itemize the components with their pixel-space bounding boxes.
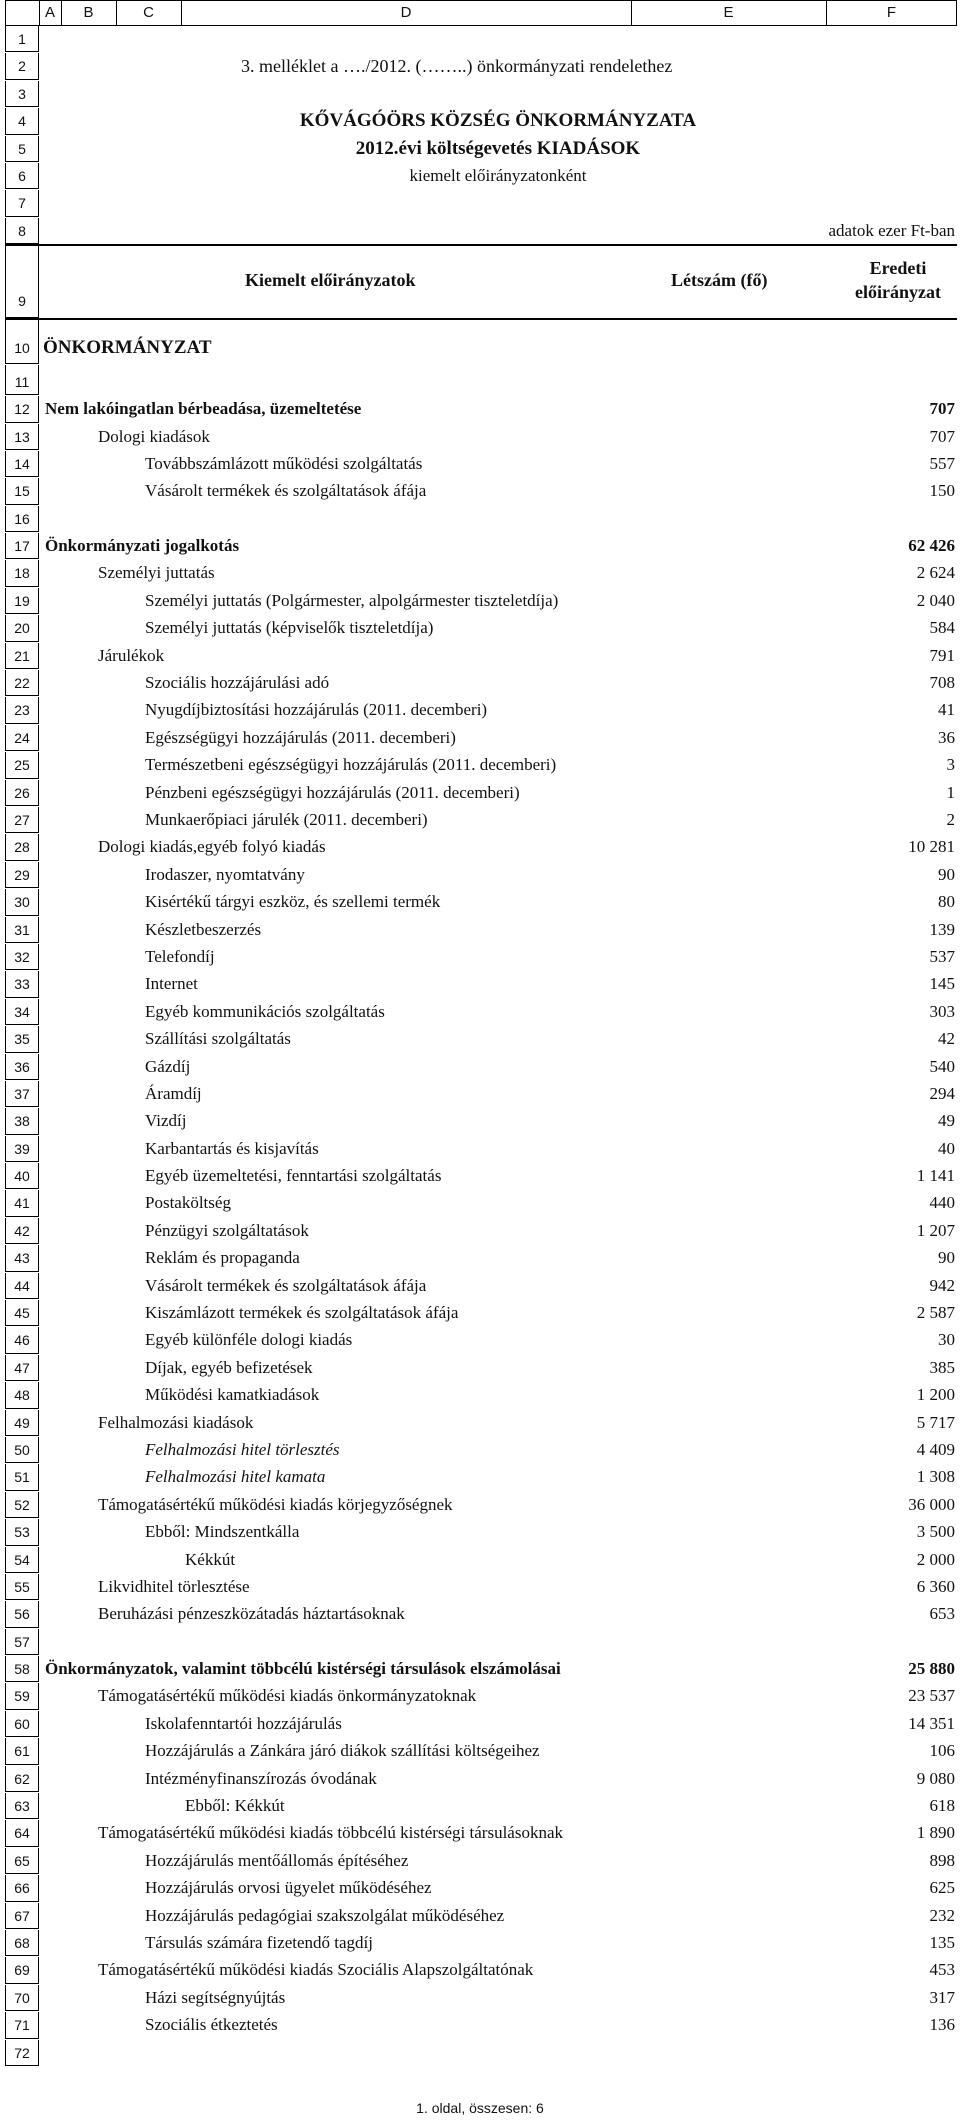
row-number[interactable]: 25 xyxy=(5,752,39,778)
row-value: 6 360 xyxy=(916,1576,955,1596)
row-number[interactable]: 41 xyxy=(5,1190,39,1216)
row-value: 106 xyxy=(929,1741,955,1761)
table-row xyxy=(5,1629,957,1656)
table-row xyxy=(5,533,957,560)
row-number[interactable]: 17 xyxy=(5,533,39,559)
row-number[interactable]: 70 xyxy=(5,1985,39,2011)
table-row xyxy=(5,862,957,889)
row-label: Támogatásértékű működési kiadás többcélú kistérségi társulásoknak xyxy=(98,1823,564,1843)
row-number[interactable]: 56 xyxy=(5,1601,39,1627)
row-label: Szociális étkeztetés xyxy=(145,2015,278,2035)
row-label: Gázdíj xyxy=(145,1056,191,1076)
row-number[interactable]: 22 xyxy=(5,670,39,696)
table-row xyxy=(5,1218,957,1245)
row-value: 1 207 xyxy=(916,1220,955,1240)
row-number[interactable]: 49 xyxy=(5,1410,39,1436)
row-value: 1 890 xyxy=(916,1823,955,1843)
row-label: Személyi juttatás (Polgármester, alpolgármester tiszteletdíja) xyxy=(145,590,559,610)
row-label: Internet xyxy=(145,974,198,994)
row-label: Postaköltség xyxy=(145,1193,231,1213)
row-number[interactable]: 29 xyxy=(5,862,39,888)
row-label: Felhalmozási kiadások xyxy=(98,1412,254,1432)
row-value: 453 xyxy=(929,1960,955,1980)
row-label: Egyéb üzemeltetési, fenntartási szolgáltatás xyxy=(145,1166,442,1186)
table-row xyxy=(5,1136,957,1163)
table-row xyxy=(5,780,957,807)
row-label: Természetbeni egészségügyi hozzájárulás (2011. decemberi) xyxy=(145,755,557,775)
row-value: 2 040 xyxy=(916,590,955,610)
column-header-f[interactable]: F xyxy=(886,4,897,21)
table-row xyxy=(5,1054,957,1081)
row-label: Önkormányzati jogalkotás xyxy=(45,536,240,556)
row-value: 1 141 xyxy=(916,1166,955,1186)
row-label: Kisértékű tárgyi eszköz, és szellemi termék xyxy=(145,892,441,912)
table-row xyxy=(5,396,957,423)
table-row xyxy=(5,1711,957,1738)
row-value: 90 xyxy=(938,1248,955,1268)
table-row xyxy=(5,889,957,916)
row-value: 3 xyxy=(946,755,955,775)
row-value: 36 000 xyxy=(908,1494,955,1514)
table-row xyxy=(5,1464,957,1491)
table-row xyxy=(5,1601,957,1628)
row-label: Kékkút xyxy=(185,1549,236,1569)
annex-reference: 3. melléklet a …./2012. (……..) önkormányzati rendelethez xyxy=(241,56,673,77)
row-value: 139 xyxy=(929,919,955,939)
table-row xyxy=(5,1355,957,1382)
row-label: Támogatásértékű működési kiadás önkormányzatoknak xyxy=(98,1686,477,1706)
row-value: 540 xyxy=(929,1056,955,1076)
column-header-c[interactable]: C xyxy=(143,4,154,21)
row-value: 62 426 xyxy=(908,536,955,556)
row-number[interactable]: 33 xyxy=(5,971,39,997)
row-value: 49 xyxy=(938,1111,955,1131)
row-value: 9 080 xyxy=(916,1768,955,1788)
table-row xyxy=(5,2012,957,2039)
table-row xyxy=(5,1547,957,1574)
row-value: 2 624 xyxy=(916,563,955,583)
row-number[interactable]: 66 xyxy=(5,1875,39,1901)
table-row xyxy=(5,1766,957,1793)
row-number[interactable]: 53 xyxy=(5,1519,39,1545)
table-row xyxy=(5,1245,957,1272)
spreadsheet-sheet xyxy=(5,0,957,2067)
row-label: Egészségügyi hozzájárulás (2011. decemberi) xyxy=(145,727,456,747)
table-row xyxy=(5,807,957,834)
row-label: Beruházási pénzeszközátadás háztartásoknak xyxy=(98,1604,405,1624)
table-row xyxy=(5,451,957,478)
header-letszam: Létszám (fő) xyxy=(671,270,768,291)
table-row xyxy=(5,1957,957,1984)
table-row xyxy=(5,725,957,752)
header-eredeti: Eredeti xyxy=(869,258,927,279)
row-value: 708 xyxy=(929,673,955,693)
table-row xyxy=(5,2040,957,2067)
row-value: 707 xyxy=(929,426,955,446)
row-number[interactable]: 68 xyxy=(5,1930,39,1956)
row-label: Intézményfinanszírozás óvodának xyxy=(145,1768,377,1788)
row-label: Támogatásértékű működési kiadás Szociális Alapszolgáltatónak xyxy=(98,1960,534,1980)
row-number[interactable]: 51 xyxy=(5,1464,39,1490)
table-row xyxy=(5,971,957,998)
row-number[interactable]: 36 xyxy=(5,1054,39,1080)
row-number[interactable]: 34 xyxy=(5,999,39,1025)
row-value: 1 xyxy=(946,782,955,802)
sheet-row-4: 4 KŐVÁGÓÖRS KÖZSÉG ÖNKORMÁNYZATA xyxy=(5,108,957,135)
row-number[interactable]: 28 xyxy=(5,834,39,860)
row-label: Nem lakóingatlan bérbeadása, üzemeltetése xyxy=(45,399,362,419)
row-label: Személyi juttatás (képviselők tiszteletdíja) xyxy=(145,618,434,638)
row-value: 1 200 xyxy=(916,1385,955,1405)
budget-rows xyxy=(5,396,957,2067)
column-header-a[interactable]: A xyxy=(44,4,55,21)
row-label: Készletbeszerzés xyxy=(145,919,262,939)
table-row xyxy=(5,1327,957,1354)
row-number[interactable]: 19 xyxy=(5,588,39,614)
row-number[interactable]: 42 xyxy=(5,1218,39,1244)
table-row xyxy=(5,1410,957,1437)
row-value: 898 xyxy=(929,1850,955,1870)
table-row xyxy=(5,643,957,670)
row-label: Díjak, egyéb befizetések xyxy=(145,1357,313,1377)
row-number[interactable]: 37 xyxy=(5,1081,39,1107)
row-label: Reklám és propaganda xyxy=(145,1248,300,1268)
row-value: 30 xyxy=(938,1330,955,1350)
row-number[interactable]: 65 xyxy=(5,1848,39,1874)
row-value: 303 xyxy=(929,1001,955,1021)
row-number[interactable]: 55 xyxy=(5,1574,39,1600)
row-label: Likvidhitel törlesztése xyxy=(98,1576,250,1596)
table-row xyxy=(5,1163,957,1190)
table-row xyxy=(5,1081,957,1108)
row-value: 625 xyxy=(929,1878,955,1898)
row-value: 23 537 xyxy=(908,1686,955,1706)
row-number[interactable]: 50 xyxy=(5,1437,39,1463)
row-number[interactable]: 48 xyxy=(5,1382,39,1408)
row-number[interactable]: 26 xyxy=(5,780,39,806)
row-number[interactable]: 46 xyxy=(5,1327,39,1353)
row-label: Továbbszámlázott működési szolgáltatás xyxy=(145,453,423,473)
row-label: Ebből: Mindszentkálla xyxy=(145,1522,300,1542)
row-value: 2 587 xyxy=(916,1303,955,1323)
row-number[interactable]: 57 xyxy=(5,1629,39,1655)
row-number[interactable]: 43 xyxy=(5,1245,39,1271)
column-header-e[interactable]: E xyxy=(723,4,734,21)
row-label: Felhalmozási hitel kamata xyxy=(145,1467,326,1487)
row-label: Telefondíj xyxy=(145,946,215,966)
row-number[interactable]: 15 xyxy=(5,478,39,504)
row-number[interactable]: 38 xyxy=(5,1108,39,1134)
row-label: Személyi juttatás xyxy=(98,563,215,583)
table-row xyxy=(5,999,957,1026)
row-value: 5 717 xyxy=(916,1412,955,1432)
row-value: 136 xyxy=(929,2015,955,2035)
row-label: Hozzájárulás mentőállomás építéséhez xyxy=(145,1850,409,1870)
table-row xyxy=(5,615,957,642)
table-row xyxy=(5,1273,957,1300)
row-value: 653 xyxy=(929,1604,955,1624)
row-number[interactable]: 47 xyxy=(5,1355,39,1381)
row-number[interactable]: 63 xyxy=(5,1793,39,1819)
row-value: 791 xyxy=(929,645,955,665)
table-row xyxy=(5,1903,957,1930)
row-label: Vizdíj xyxy=(145,1111,187,1131)
table-row xyxy=(5,1875,957,1902)
table-row xyxy=(5,1738,957,1765)
table-row xyxy=(5,834,957,861)
row-value: 385 xyxy=(929,1357,955,1377)
row-number[interactable]: 16 xyxy=(5,506,39,532)
row-number[interactable]: 40 xyxy=(5,1163,39,1189)
table-row xyxy=(5,1820,957,1847)
row-label: Vásárolt termékek és szolgáltatások áfája xyxy=(145,1275,427,1295)
row-number[interactable]: 54 xyxy=(5,1547,39,1573)
sheet-row-6: 6 kiemelt előirányzatonként xyxy=(5,163,957,190)
row-number[interactable]: 24 xyxy=(5,725,39,751)
row-number[interactable]: 20 xyxy=(5,615,39,641)
table-row xyxy=(5,1656,957,1683)
budget-subtitle: kiemelt előirányzatonként xyxy=(409,165,587,185)
row-label: Iskolafenntartói hozzájárulás xyxy=(145,1713,342,1733)
table-row xyxy=(5,752,957,779)
table-row xyxy=(5,1930,957,1957)
table-row xyxy=(5,1108,957,1135)
sheet-row-2: 2 3. melléklet a …./2012. (……..) önkormányzati rendelethez xyxy=(5,53,957,80)
row-value: 707 xyxy=(929,399,955,419)
table-row xyxy=(5,1492,957,1519)
row-label: Hozzájárulás orvosi ügyelet működéséhez xyxy=(145,1878,432,1898)
row-label: Irodaszer, nyomtatvány xyxy=(145,864,305,884)
row-number[interactable]: 62 xyxy=(5,1766,39,1792)
sheet-row-11: 11 xyxy=(5,365,957,396)
row-value: 25 880 xyxy=(908,1659,955,1679)
row-number[interactable]: 14 xyxy=(5,451,39,477)
row-value: 232 xyxy=(929,1905,955,1925)
column-header-bar xyxy=(5,0,957,26)
row-value: 41 xyxy=(938,700,955,720)
column-header-d[interactable]: D xyxy=(400,4,412,21)
row-label: Egyéb kommunikációs szolgáltatás xyxy=(145,1001,385,1021)
row-label: Munkaerőpiaci járulék (2011. decemberi) xyxy=(145,809,428,829)
table-row xyxy=(5,1300,957,1327)
table-row xyxy=(5,944,957,971)
row-value: 557 xyxy=(929,453,955,473)
row-number[interactable]: 52 xyxy=(5,1492,39,1518)
row-value: 2 000 xyxy=(916,1549,955,1569)
row-label: Egyéb különféle dologi kiadás xyxy=(145,1330,353,1350)
row-label: Dologi kiadások xyxy=(98,426,210,446)
row-label: Felhalmozási hitel törlesztés xyxy=(145,1439,340,1459)
row-value: 145 xyxy=(929,974,955,994)
row-value: 584 xyxy=(929,618,955,638)
section-title: ÖNKORMÁNYZAT xyxy=(43,337,212,359)
table-row xyxy=(5,560,957,587)
table-row xyxy=(5,424,957,451)
row-label: Működési kamatkiadások xyxy=(145,1385,320,1405)
row-label: Vásárolt termékek és szolgáltatások áfája xyxy=(145,481,427,501)
row-number[interactable]: 61 xyxy=(5,1738,39,1764)
row-value: 42 xyxy=(938,1029,955,1049)
row-number[interactable]: 45 xyxy=(5,1300,39,1326)
table-row xyxy=(5,670,957,697)
entity-title: KŐVÁGÓÖRS KÖZSÉG ÖNKORMÁNYZATA xyxy=(299,110,697,132)
row-value: 135 xyxy=(929,1933,955,1952)
row-label: Járulékok xyxy=(98,645,165,665)
row-number[interactable]: 18 xyxy=(5,560,39,586)
row-value: 36 xyxy=(938,727,955,747)
row-value: 150 xyxy=(929,481,955,501)
row-label: Áramdíj xyxy=(145,1083,202,1103)
row-number[interactable]: 39 xyxy=(5,1136,39,1162)
table-header-row: 9 Kiemelt előirányzatok Létszám (fő) Eredeti előirányzat xyxy=(5,246,957,320)
table-row xyxy=(5,1519,957,1546)
row-label: Karbantartás és kisjavítás xyxy=(145,1138,319,1158)
header-eloiranyzat: előirányzat xyxy=(855,282,941,303)
table-row xyxy=(5,1437,957,1464)
row-value: 1 308 xyxy=(916,1467,955,1487)
row-number[interactable]: 69 xyxy=(5,1957,39,1983)
sheet-row-1: 1 xyxy=(5,26,957,53)
row-label: Hozzájárulás a Zánkára járó diákok szállítási költségeihez xyxy=(145,1741,540,1761)
row-number[interactable]: 64 xyxy=(5,1820,39,1846)
row-value: 317 xyxy=(929,1987,955,2007)
row-number[interactable]: 31 xyxy=(5,917,39,943)
row-number[interactable]: 72 xyxy=(5,2040,39,2066)
table-row xyxy=(5,697,957,724)
row-value: 10 281 xyxy=(908,837,955,857)
row-label: Szállítási szolgáltatás xyxy=(145,1029,291,1049)
row-value: 90 xyxy=(938,864,955,884)
row-value: 80 xyxy=(938,892,955,912)
row-value: 537 xyxy=(929,946,955,966)
table-row xyxy=(5,917,957,944)
row-label: Támogatásértékű működési kiadás körjegyzőségnek xyxy=(98,1494,453,1514)
row-label: Szociális hozzájárulási adó xyxy=(145,673,330,693)
row-label: Házi segítségnyújtás xyxy=(145,1987,286,2007)
row-label: Pénzbeni egészségügyi hozzájárulás (2011. decemberi) xyxy=(145,782,520,802)
table-row xyxy=(5,1848,957,1875)
row-value: 942 xyxy=(929,1275,955,1295)
row-number[interactable]: 67 xyxy=(5,1903,39,1929)
table-row xyxy=(5,506,957,533)
sheet-row-7: 7 xyxy=(5,190,957,217)
row-number[interactable]: 12 xyxy=(5,396,39,422)
row-label: Kiszámlázott termékek és szolgáltatások áfája xyxy=(145,1303,459,1323)
column-header-b[interactable]: B xyxy=(83,4,94,21)
row-number[interactable]: 58 xyxy=(5,1656,39,1682)
table-row xyxy=(5,1793,957,1820)
row-number[interactable]: 21 xyxy=(5,643,39,669)
row-number[interactable]: 60 xyxy=(5,1711,39,1737)
row-value: 440 xyxy=(929,1193,955,1213)
header-kiemelt-eloiranyzatok: Kiemelt előirányzatok xyxy=(245,270,416,291)
row-value: 3 500 xyxy=(916,1522,955,1542)
row-number[interactable]: 71 xyxy=(5,2012,39,2038)
row-label: Hozzájárulás pedagógiai szakszolgálat működéséhez xyxy=(145,1905,505,1925)
row-value: 40 xyxy=(938,1138,955,1158)
table-row xyxy=(5,1382,957,1409)
table-row xyxy=(5,478,957,505)
row-number[interactable]: 13 xyxy=(5,424,39,450)
row-value: 294 xyxy=(929,1083,955,1103)
table-row xyxy=(5,1574,957,1601)
row-label: Társulás számára fizetendő tagdíj xyxy=(145,1933,373,1952)
sheet-row-10: 10 ÖNKORMÁNYZAT xyxy=(5,320,957,365)
table-row xyxy=(5,1190,957,1217)
table-row xyxy=(5,588,957,615)
row-value: 14 351 xyxy=(908,1713,955,1733)
row-number[interactable]: 30 xyxy=(5,889,39,915)
table-row xyxy=(5,1026,957,1053)
page-footer: 1. oldal, összesen: 6 xyxy=(416,2100,544,2116)
row-number[interactable]: 27 xyxy=(5,807,39,833)
row-number[interactable]: 23 xyxy=(5,697,39,723)
unit-note: adatok ezer Ft-ban xyxy=(828,220,955,240)
row-value: 4 409 xyxy=(916,1439,955,1459)
row-value: 618 xyxy=(929,1796,955,1816)
budget-title: 2012.évi költségevetés KIADÁSOK xyxy=(355,137,641,159)
row-number[interactable]: 59 xyxy=(5,1683,39,1709)
row-number[interactable]: 44 xyxy=(5,1273,39,1299)
table-row xyxy=(5,1985,957,2012)
row-number[interactable]: 32 xyxy=(5,944,39,970)
sheet-row-8: 8 adatok ezer Ft-ban xyxy=(5,218,957,246)
row-label: Pénzügyi szolgáltatások xyxy=(145,1220,309,1240)
row-number[interactable]: 35 xyxy=(5,1026,39,1052)
row-value: 2 xyxy=(946,809,955,829)
table-row xyxy=(5,1683,957,1710)
row-label: Ebből: Kékkút xyxy=(185,1796,285,1816)
row-label: Dologi kiadás,egyéb folyó kiadás xyxy=(98,837,326,857)
sheet-row-5: 5 2012.évi költségevetés KIADÁSOK xyxy=(5,136,957,163)
row-label: Önkormányzatok, valamint többcélú kistérségi társulások elszámolásai xyxy=(45,1659,561,1679)
sheet-row-3: 3 xyxy=(5,81,957,108)
row-label: Nyugdíjbiztosítási hozzájárulás (2011. decemberi) xyxy=(145,700,488,720)
